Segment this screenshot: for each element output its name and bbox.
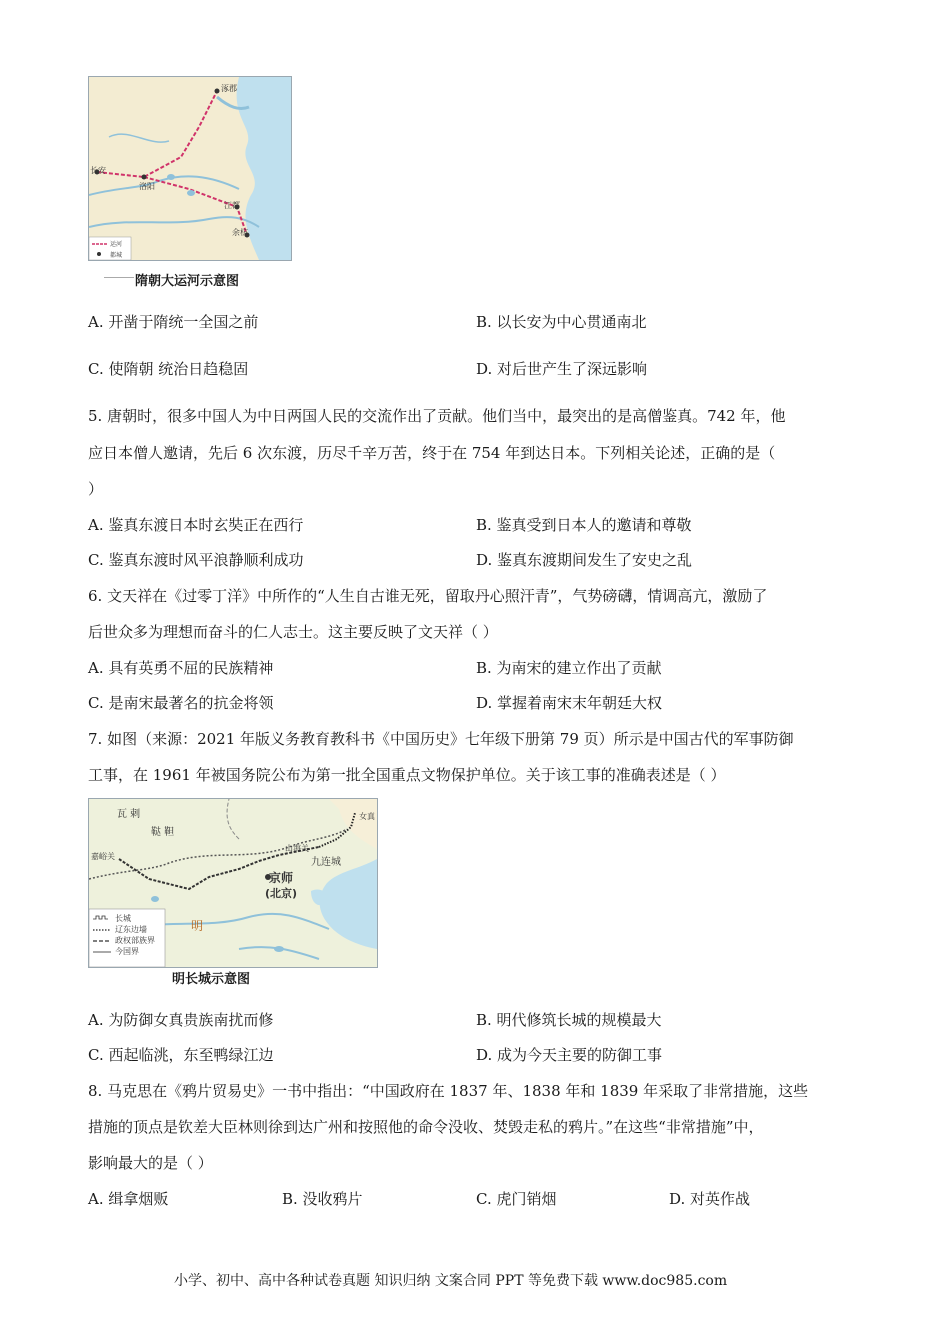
caption-rule	[104, 277, 134, 278]
map-label-yuhang: 余杭	[232, 228, 248, 237]
ming-great-wall-map	[88, 798, 378, 968]
q8-option-b[interactable]: B. 没收鸦片	[282, 1190, 363, 1208]
q8-stem-line2: 措施的顶点是钦差大臣林则徐到达广州和按照他的命令没收、焚毁走私的鸦片。”在这些“非常措施”中，	[88, 1118, 764, 1136]
q5-stem-line2: 应日本僧人邀请，先后 6 次东渡，历尽千辛万苦，终于在 754 年到达日本。下列相关论述，正确的是（	[88, 444, 776, 462]
map1-caption: 隋朝大运河示意图	[135, 274, 240, 289]
map-legend-liaodong: 辽东边墙	[115, 925, 147, 934]
q7-option-d[interactable]: D. 成为今天主要的防御工事	[476, 1046, 663, 1064]
sui-map-drawing	[89, 77, 291, 260]
map-legend-capital: 都城	[110, 252, 123, 259]
q4-option-a[interactable]: A. 开凿于隋统一全国之前	[88, 313, 259, 331]
q6-option-b[interactable]: B. 为南宋的建立作出了贡献	[476, 659, 662, 677]
q6-stem-line1: 6. 文天祥在《过零丁洋》中所作的“人生自古谁无死，留取丹心照汗青”，气势磅礴，情调高亢，激励了	[88, 587, 768, 605]
map-legend-border: 今国界	[115, 947, 139, 956]
q5-stem-line1: 5. 唐朝时，很多中国人为中日两国人民的交流作出了贡献。他们当中，最突出的是高僧鉴真。742 年，他	[88, 407, 786, 425]
map-label-shanhaiguan: 山海关	[285, 844, 309, 853]
page-footer: 小学、初中、高中各种试卷真题 知识归纳 文案合同 PPT 等免费下载 www.doc985.com	[174, 1273, 728, 1289]
map-legend-wall: 长城	[115, 914, 131, 923]
map-label-jingshi: 京师	[269, 871, 294, 885]
q5-option-c[interactable]: C. 鉴真东渡时风平浪静顺利成功	[88, 551, 304, 569]
map-label-jiayuguan: 嘉峪关	[91, 852, 115, 861]
q4-option-c[interactable]: C. 使隋朝 统治日趋稳固	[88, 360, 249, 378]
q7-option-b[interactable]: B. 明代修筑长城的规模最大	[476, 1011, 662, 1029]
sui-grand-canal-map	[88, 76, 292, 261]
map-legend-canal: 运河	[110, 241, 123, 248]
q4-option-d[interactable]: D. 对后世产生了深远影响	[476, 360, 648, 378]
q7-stem-line1: 7. 如图（来源：2021 年版义务教育教科书《中国历史》七年级下册第 79 页）所示是中国古代的军事防御	[88, 730, 794, 748]
map-label-changan: 长安	[90, 166, 106, 175]
map-label-dada: 鞑 靼	[151, 827, 175, 838]
q8-stem-line1: 8. 马克思在《鸦片贸易史》一书中指出：“中国政府在 1837 年、1838 年和 1839 年采取了非常措施，这些	[88, 1082, 809, 1100]
q8-option-c[interactable]: C. 虎门销烟	[476, 1190, 557, 1208]
q7-option-a[interactable]: A. 为防御女真贵族南扰而修	[88, 1011, 274, 1029]
q6-option-d[interactable]: D. 掌握着南宋末年朝廷大权	[476, 694, 663, 712]
map-label-jiuliancheng: 九连城	[311, 857, 341, 868]
map-label-wala: 瓦 剌	[117, 809, 141, 820]
q4-option-b[interactable]: B. 以长安为中心贯通南北	[476, 313, 647, 331]
q6-stem-line2: 后世众多为理想而奋斗的仁人志士。这主要反映了文天祥（ ）	[88, 623, 498, 641]
q6-option-c[interactable]: C. 是南宋最著名的抗金将领	[88, 694, 274, 712]
map-label-zhuojun: 涿郡	[221, 84, 237, 93]
q7-option-c[interactable]: C. 西起临洮，东至鸭绿江边	[88, 1046, 274, 1064]
map2-caption: 明长城示意图	[172, 972, 251, 987]
q5-option-d[interactable]: D. 鉴真东渡期间发生了安史之乱	[476, 551, 693, 569]
map-label-ming: 明	[191, 919, 204, 933]
q7-stem-line2: 工事，在 1961 年被国务院公布为第一批全国重点文物保护单位。关于该工事的准确表述是（ ）	[88, 766, 726, 784]
q8-option-a[interactable]: A. 缉拿烟贩	[88, 1190, 169, 1208]
q8-option-d[interactable]: D. 对英作战	[669, 1190, 751, 1208]
map-label-beijing: (北京)	[265, 887, 298, 900]
map-label-nvzhen: 女真	[359, 812, 375, 821]
map-label-luoyang: 洛阳	[139, 182, 155, 191]
q5-option-a[interactable]: A. 鉴真东渡日本时玄奘正在西行	[88, 516, 304, 534]
q6-option-a[interactable]: A. 具有英勇不屈的民族精神	[88, 659, 274, 677]
q5-option-b[interactable]: B. 鉴真受到日本人的邀请和尊敬	[476, 516, 692, 534]
q5-stem-line3: ）	[88, 480, 104, 498]
map-label-jiangdu: 江都	[224, 201, 240, 210]
map-legend-boundary: 政权部族界	[115, 936, 155, 945]
q8-stem-line3: 影响最大的是（ ）	[88, 1154, 213, 1172]
